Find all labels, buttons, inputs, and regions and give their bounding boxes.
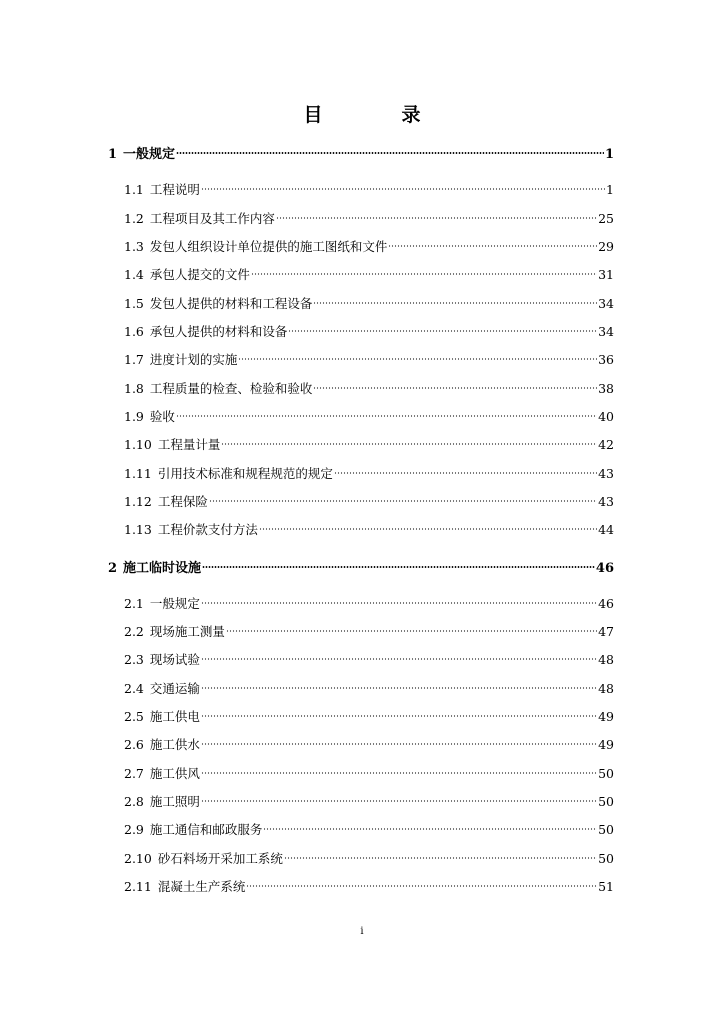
toc-entry-page-number: 40 bbox=[598, 409, 614, 424]
toc-entry-title: 发包人组织设计单位提供的施工图纸和文件 bbox=[149, 239, 388, 254]
toc-entry-page-number: 44 bbox=[598, 522, 614, 537]
toc-entry-number: 1.6 bbox=[124, 324, 144, 339]
toc-entry-label bbox=[124, 708, 200, 726]
toc-entry-page-number: 47 bbox=[598, 624, 614, 639]
toc-section-entry[interactable] bbox=[124, 295, 614, 313]
toc-entry-label bbox=[124, 521, 258, 539]
toc-entry-number: 1 bbox=[108, 147, 118, 162]
toc-entry-number: 2.3 bbox=[124, 652, 144, 667]
toc-entry-label bbox=[124, 181, 200, 199]
toc-entry-page-number: 1 bbox=[604, 147, 614, 162]
toc-entry-number: 1.2 bbox=[124, 211, 144, 226]
toc-section-entry[interactable] bbox=[124, 351, 614, 369]
toc-section-entry[interactable] bbox=[124, 793, 614, 811]
toc-entry-page-number: 1 bbox=[606, 182, 614, 197]
toc-entry-number: 1.7 bbox=[124, 352, 144, 367]
toc-entry-label bbox=[124, 736, 200, 754]
toc-entry-page-number: 43 bbox=[598, 466, 614, 481]
toc-entry-page-number: 25 bbox=[598, 211, 614, 226]
toc-entry-label bbox=[124, 408, 175, 426]
toc-entry-number: 1.4 bbox=[124, 267, 144, 282]
toc-entry-number: 2.10 bbox=[124, 851, 152, 866]
toc-entry-label bbox=[124, 210, 275, 228]
toc-entry-page-number: 42 bbox=[598, 437, 614, 452]
toc-section-entry[interactable] bbox=[124, 595, 614, 613]
toc-entry-number: 1.11 bbox=[124, 466, 152, 481]
toc-section-entry[interactable] bbox=[124, 465, 614, 483]
toc-section-entry[interactable] bbox=[124, 323, 614, 341]
toc-section-entry[interactable] bbox=[124, 408, 614, 426]
toc-section-entry[interactable] bbox=[124, 436, 614, 454]
toc-entry-label bbox=[124, 765, 200, 783]
toc-dot-leader bbox=[201, 714, 597, 718]
toc-entry-number: 1.3 bbox=[124, 239, 144, 254]
toc-dot-leader bbox=[201, 742, 597, 746]
toc-entry-number: 2.1 bbox=[124, 596, 144, 611]
toc-entry-number: 1.8 bbox=[124, 381, 144, 396]
toc-entry-label bbox=[124, 878, 245, 896]
toc-entry-title: 一般规定 bbox=[123, 147, 176, 162]
toc-entry-page-number: 34 bbox=[598, 296, 614, 311]
toc-dot-leader bbox=[251, 272, 597, 276]
toc-entry-number: 2.9 bbox=[124, 822, 144, 837]
toc-dot-leader bbox=[202, 565, 595, 569]
toc-entry-page-number: 46 bbox=[595, 561, 614, 576]
toc-entry-number: 1.13 bbox=[124, 522, 152, 537]
toc-entry-title: 砂石料场开采加工系统 bbox=[157, 851, 283, 866]
toc-section-entry[interactable] bbox=[124, 181, 614, 199]
toc-entry-label bbox=[124, 323, 287, 341]
toc-entry-number: 1.10 bbox=[124, 437, 152, 452]
toc-entry-page-number: 49 bbox=[598, 737, 614, 752]
toc-entry-title: 验收 bbox=[149, 409, 175, 424]
toc-entry-title: 现场试验 bbox=[149, 652, 200, 667]
toc-entry-label bbox=[124, 238, 387, 256]
toc-entry-page-number: 31 bbox=[598, 267, 614, 282]
toc-entry-number: 2.4 bbox=[124, 681, 144, 696]
toc-entry-title: 工程质量的检查、检验和验收 bbox=[149, 381, 313, 396]
toc-entry-label bbox=[124, 351, 237, 369]
toc-section-entry[interactable] bbox=[124, 850, 614, 868]
toc-dot-leader bbox=[238, 357, 597, 361]
toc-entry-label bbox=[108, 146, 175, 164]
toc-dot-leader bbox=[226, 629, 597, 633]
toc-dot-leader bbox=[209, 499, 597, 503]
toc-entry-title: 一般规定 bbox=[149, 596, 200, 611]
toc-entry-label bbox=[124, 493, 208, 511]
toc-dot-leader bbox=[176, 151, 604, 155]
toc-entry-title: 施工临时设施 bbox=[123, 561, 202, 576]
toc-dot-leader bbox=[284, 856, 597, 860]
toc-section-entry[interactable] bbox=[124, 821, 614, 839]
toc-entry-label bbox=[124, 295, 312, 313]
toc-dot-leader bbox=[276, 216, 597, 220]
toc-entry-page-number: 50 bbox=[598, 822, 614, 837]
toc-section-entry[interactable] bbox=[124, 238, 614, 256]
toc-entry-label bbox=[124, 266, 250, 284]
toc-entry-title: 引用技术标准和规程规范的规定 bbox=[157, 466, 333, 481]
toc-entry-label bbox=[124, 623, 225, 641]
toc-dot-leader bbox=[221, 442, 597, 446]
page-title: 目 录 bbox=[303, 104, 451, 126]
toc-entry-number: 2.5 bbox=[124, 709, 144, 724]
toc-dot-leader bbox=[176, 414, 597, 418]
toc-chapter-entry[interactable] bbox=[108, 560, 614, 578]
toc-entry-number: 1.5 bbox=[124, 296, 144, 311]
toc-entry-title: 进度计划的实施 bbox=[149, 352, 238, 367]
toc-dot-leader bbox=[201, 771, 597, 775]
toc-entry-page-number: 46 bbox=[598, 596, 614, 611]
toc-entry-page-number: 49 bbox=[598, 709, 614, 724]
toc-entry-title: 施工供电 bbox=[149, 709, 200, 724]
toc-entry-page-number: 51 bbox=[598, 879, 614, 894]
toc-entry-label bbox=[124, 380, 312, 398]
toc-section-entry[interactable] bbox=[124, 680, 614, 698]
toc-entry-label bbox=[124, 821, 262, 839]
toc-entry-title: 工程价款支付方法 bbox=[157, 522, 258, 537]
toc-entry-label bbox=[124, 436, 220, 454]
toc-entry-title: 承包人提供的材料和设备 bbox=[149, 324, 288, 339]
toc-entry-number: 2 bbox=[108, 561, 118, 576]
toc-section-entry[interactable] bbox=[124, 623, 614, 641]
toc-entry-title: 工程项目及其工作内容 bbox=[149, 211, 275, 226]
toc-dot-leader bbox=[246, 884, 597, 888]
toc-entry-title: 施工供水 bbox=[149, 737, 200, 752]
toc-section-entry[interactable] bbox=[124, 493, 614, 511]
toc-entry-label bbox=[124, 793, 200, 811]
toc-entry-page-number: 38 bbox=[598, 381, 614, 396]
toc-entry-label bbox=[124, 680, 200, 698]
toc-entry-number: 2.8 bbox=[124, 794, 144, 809]
toc-dot-leader bbox=[259, 527, 597, 531]
toc-entry-title: 发包人提供的材料和工程设备 bbox=[149, 296, 313, 311]
toc-section-entry[interactable] bbox=[124, 210, 614, 228]
toc-entry-title: 承包人提交的文件 bbox=[149, 267, 250, 282]
toc-dot-leader bbox=[313, 301, 597, 305]
toc-entry-page-number: 50 bbox=[598, 766, 614, 781]
toc-entry-title: 施工通信和邮政服务 bbox=[149, 822, 263, 837]
page-number-footer: i bbox=[360, 926, 364, 937]
toc-entry-number: 1.1 bbox=[124, 182, 144, 197]
toc-entry-label bbox=[124, 850, 283, 868]
toc-entry-number: 2.11 bbox=[124, 879, 152, 894]
toc-entry-page-number: 36 bbox=[598, 352, 614, 367]
toc-entry-title: 混凝土生产系统 bbox=[157, 879, 246, 894]
toc-entry-number: 1.9 bbox=[124, 409, 144, 424]
toc-entry-title: 交通运输 bbox=[149, 681, 200, 696]
toc-dot-leader bbox=[201, 601, 597, 605]
toc-entry-title: 施工供风 bbox=[149, 766, 200, 781]
toc-entry-label bbox=[124, 595, 200, 613]
toc-chapter-entry[interactable] bbox=[108, 146, 614, 164]
toc-entry-title: 工程说明 bbox=[149, 182, 200, 197]
toc-dot-leader bbox=[288, 329, 597, 333]
toc-entry-label bbox=[108, 560, 201, 578]
toc-entry-page-number: 34 bbox=[598, 324, 614, 339]
toc-entry-title: 工程量计量 bbox=[157, 437, 221, 452]
toc-entry-label bbox=[124, 651, 200, 669]
toc-dot-leader bbox=[334, 471, 597, 475]
toc-section-entry[interactable] bbox=[124, 266, 614, 284]
toc-dot-leader bbox=[263, 827, 597, 831]
toc-entry-number: 2.6 bbox=[124, 737, 144, 752]
toc-section-entry[interactable] bbox=[124, 651, 614, 669]
toc-entry-number: 2.2 bbox=[124, 624, 144, 639]
toc-dot-leader bbox=[201, 187, 605, 191]
toc-entry-page-number: 43 bbox=[598, 494, 614, 509]
toc-dot-leader bbox=[388, 244, 597, 248]
toc-entry-title: 工程保险 bbox=[157, 494, 208, 509]
toc-section-entry[interactable] bbox=[124, 765, 614, 783]
toc-entry-title: 现场施工测量 bbox=[149, 624, 225, 639]
toc-entry-title: 施工照明 bbox=[149, 794, 200, 809]
toc-entry-page-number: 50 bbox=[598, 851, 614, 866]
toc-entry-page-number: 48 bbox=[598, 652, 614, 667]
toc-entry-page-number: 29 bbox=[598, 239, 614, 254]
toc-section-entry[interactable] bbox=[124, 708, 614, 726]
toc-dot-leader bbox=[201, 657, 597, 661]
toc-section-entry[interactable] bbox=[124, 380, 614, 398]
toc-dot-leader bbox=[201, 799, 597, 803]
toc-section-entry[interactable] bbox=[124, 736, 614, 754]
toc-dot-leader bbox=[313, 386, 597, 390]
toc-section-entry[interactable] bbox=[124, 878, 614, 896]
toc-entry-label bbox=[124, 465, 333, 483]
toc-entry-page-number: 48 bbox=[598, 681, 614, 696]
toc-section-entry[interactable] bbox=[124, 521, 614, 539]
toc-entry-page-number: 50 bbox=[598, 794, 614, 809]
toc-dot-leader bbox=[201, 686, 597, 690]
toc-entry-number: 2.7 bbox=[124, 766, 144, 781]
toc-entry-number: 1.12 bbox=[124, 494, 152, 509]
